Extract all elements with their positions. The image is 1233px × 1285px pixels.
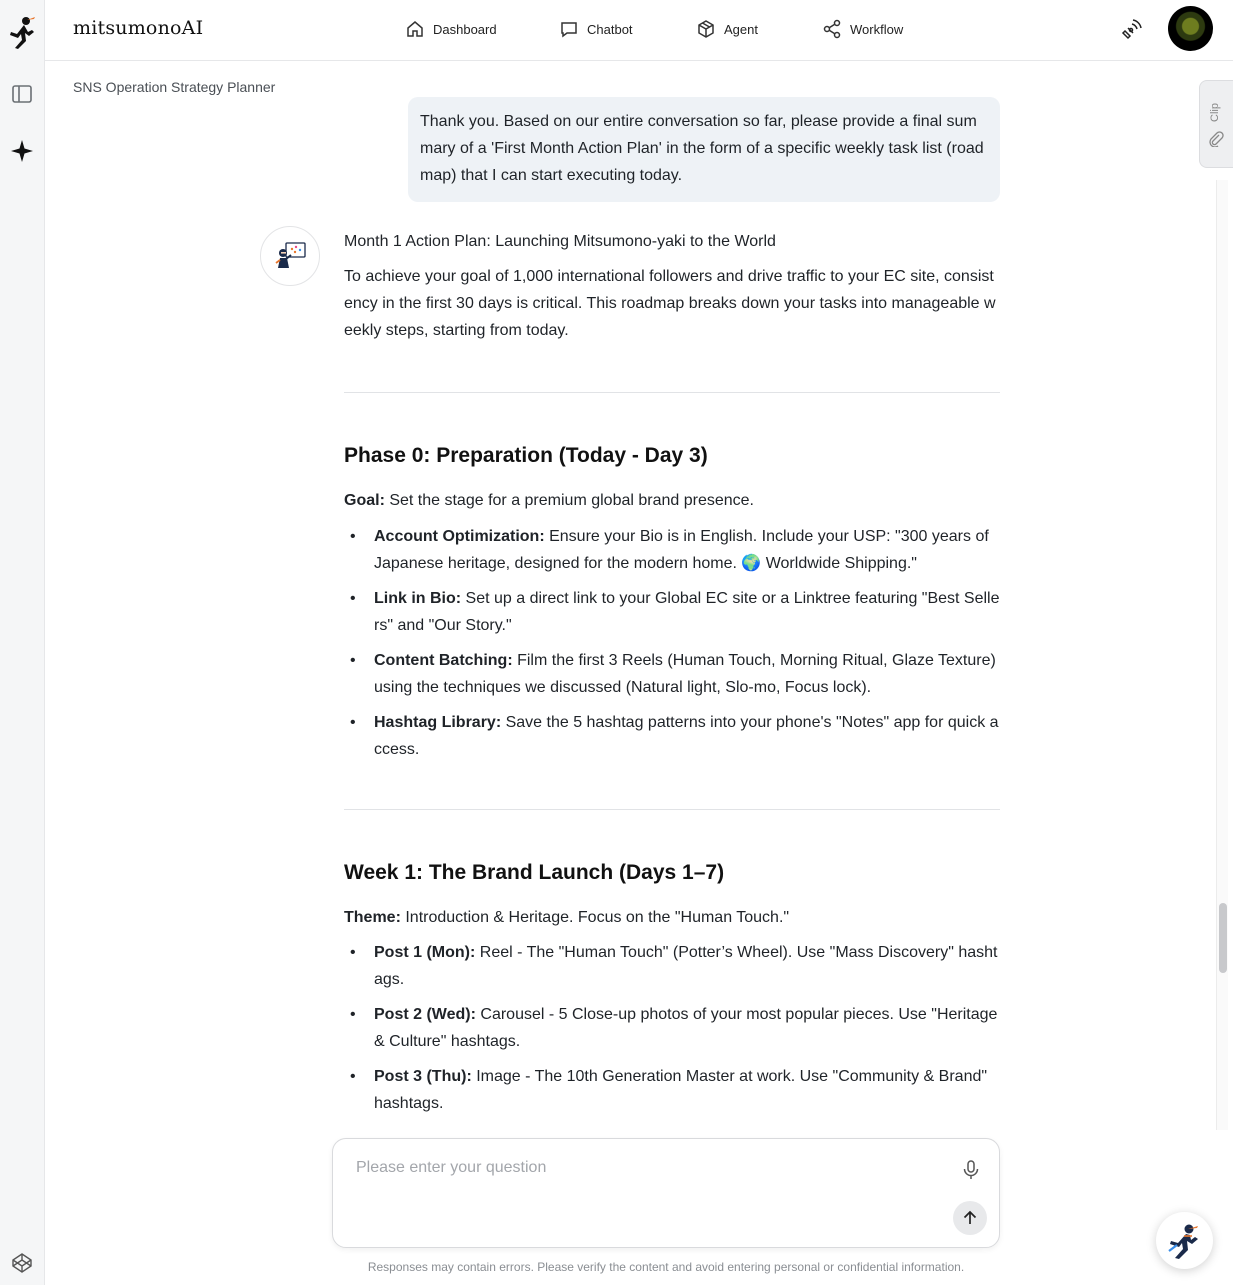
goal-text: Set the stage for a premium global brand presence.: [384, 492, 754, 509]
send-button[interactable]: [953, 1201, 987, 1235]
share-nodes-icon: [822, 19, 842, 39]
item-label: Link in Bio:: [374, 590, 462, 607]
item-label: Post 3 (Thu):: [374, 1068, 472, 1085]
list-item: [344, 523, 1000, 577]
nav-label: Workflow: [850, 21, 904, 37]
item-label: Post 1 (Mon):: [374, 944, 476, 961]
nav-label: Dashboard: [433, 21, 497, 37]
week1-heading: Week 1: The Brand Launch (Days 1–7): [344, 861, 725, 884]
list-item: [344, 709, 1000, 763]
ninja-logo-icon[interactable]: [7, 18, 37, 48]
theme-text: Introduction & Heritage. Focus on the "Human Touch.": [400, 909, 790, 926]
scrollbar-thumb[interactable]: [1219, 903, 1227, 973]
clip-label: Clip: [1209, 103, 1221, 122]
week1-list: [344, 939, 1000, 1117]
response-intro: To achieve your goal of 1,000 international followers and drive traffic to your EC site, consistency in the first 30 days is critical. This roadmap breaks down your tasks into manageable weekly steps, starting from today.: [344, 268, 996, 339]
chat-bubble-icon: [559, 19, 579, 39]
nav-dashboard[interactable]: [405, 17, 497, 41]
theme-label: Theme:: [344, 909, 401, 926]
goal-label: Goal:: [344, 492, 385, 509]
home-icon: [405, 19, 425, 39]
microphone-icon[interactable]: [959, 1158, 983, 1182]
phase0-goal: [344, 487, 1000, 514]
ninja-runner-icon: [1165, 1221, 1205, 1261]
nav-label: Chatbot: [587, 21, 633, 37]
item-label: Post 2 (Wed):: [374, 1006, 476, 1023]
item-text: Carousel - 5 Close-up photos of your most popular pieces. Use "Heritage & Culture" hashtags.: [374, 1006, 998, 1050]
item-text: Ensure your Bio is in English. Include your USP: "300 years of Japanese heritage, designed for the modern home. 🌍 Worldwide Shipping.": [374, 528, 989, 572]
app-name[interactable]: mitsumonoAI: [73, 17, 204, 39]
user-avatar[interactable]: [1168, 6, 1213, 51]
assistant-message: [344, 228, 1000, 1125]
user-message: Thank you. Based on our entire conversation so far, please provide a final summary of a 'First Month Action Plan' in the form of a specific weekly task list (roadmap) that I can start executing today.: [408, 97, 1000, 202]
phase0-heading: Phase 0: Preparation (Today - Day 3): [344, 444, 708, 467]
cube-icon: [696, 19, 716, 39]
nav-agent[interactable]: [696, 17, 758, 41]
satellite-icon[interactable]: [1119, 18, 1143, 42]
clip-tab[interactable]: [1199, 80, 1233, 168]
page-title: SNS Operation Strategy Planner: [73, 79, 276, 95]
ninja-assistant-button[interactable]: [1156, 1212, 1213, 1269]
codepen-icon[interactable]: [7, 1248, 37, 1278]
item-label: Hashtag Library:: [374, 714, 502, 731]
response-title: Month 1 Action Plan: Launching Mitsumono-yaki to the World: [344, 233, 776, 250]
list-item: [344, 1063, 1000, 1117]
item-text: Save the 5 hashtag patterns into your phone's "Notes" app for quick access.: [374, 714, 999, 758]
item-text: Reel - The "Human Touch" (Potter’s Wheel). Use "Mass Discovery" hashtags.: [374, 944, 998, 988]
item-text: Image - The 10th Generation Master at work. Use "Community & Brand" hashtags.: [374, 1068, 988, 1112]
phase0-list: [344, 523, 1000, 763]
item-text: Film the first 3 Reels (Human Touch, Morning Ritual, Glaze Texture) using the techniques we discussed (Natural light, Slo-mo, Focus lock).: [374, 652, 996, 696]
list-item: [344, 1001, 1000, 1055]
paperclip-icon: [1208, 131, 1224, 147]
nav-label: Agent: [724, 21, 758, 37]
ninja-presenter-icon: [272, 238, 308, 274]
assistant-avatar: [260, 226, 320, 286]
sidebar-toggle-icon[interactable]: [7, 79, 37, 109]
item-label: Account Optimization:: [374, 528, 545, 545]
disclaimer: Responses may contain errors. Please verify the content and avoid entering personal or confidential information.: [367, 1260, 965, 1274]
chat-composer: [332, 1138, 1000, 1248]
list-item: [344, 939, 1000, 993]
sparkle-icon[interactable]: [7, 136, 37, 166]
question-input[interactable]: [356, 1159, 916, 1177]
week1-theme: [344, 904, 1000, 931]
item-label: Content Batching:: [374, 652, 513, 669]
nav-chatbot[interactable]: [559, 17, 633, 41]
divider: [344, 392, 1000, 393]
nav-workflow[interactable]: [822, 17, 903, 41]
arrow-up-icon: [961, 1209, 979, 1227]
item-text: Set up a direct link to your Global EC site or a Linktree featuring "Best Sellers" and "Our Story.": [374, 590, 1000, 634]
divider: [344, 809, 1000, 810]
top-header: [45, 0, 1233, 61]
left-rail: [0, 0, 45, 1285]
list-item: [344, 647, 1000, 701]
list-item: [344, 585, 1000, 639]
scrollbar-track[interactable]: [1216, 180, 1228, 1130]
